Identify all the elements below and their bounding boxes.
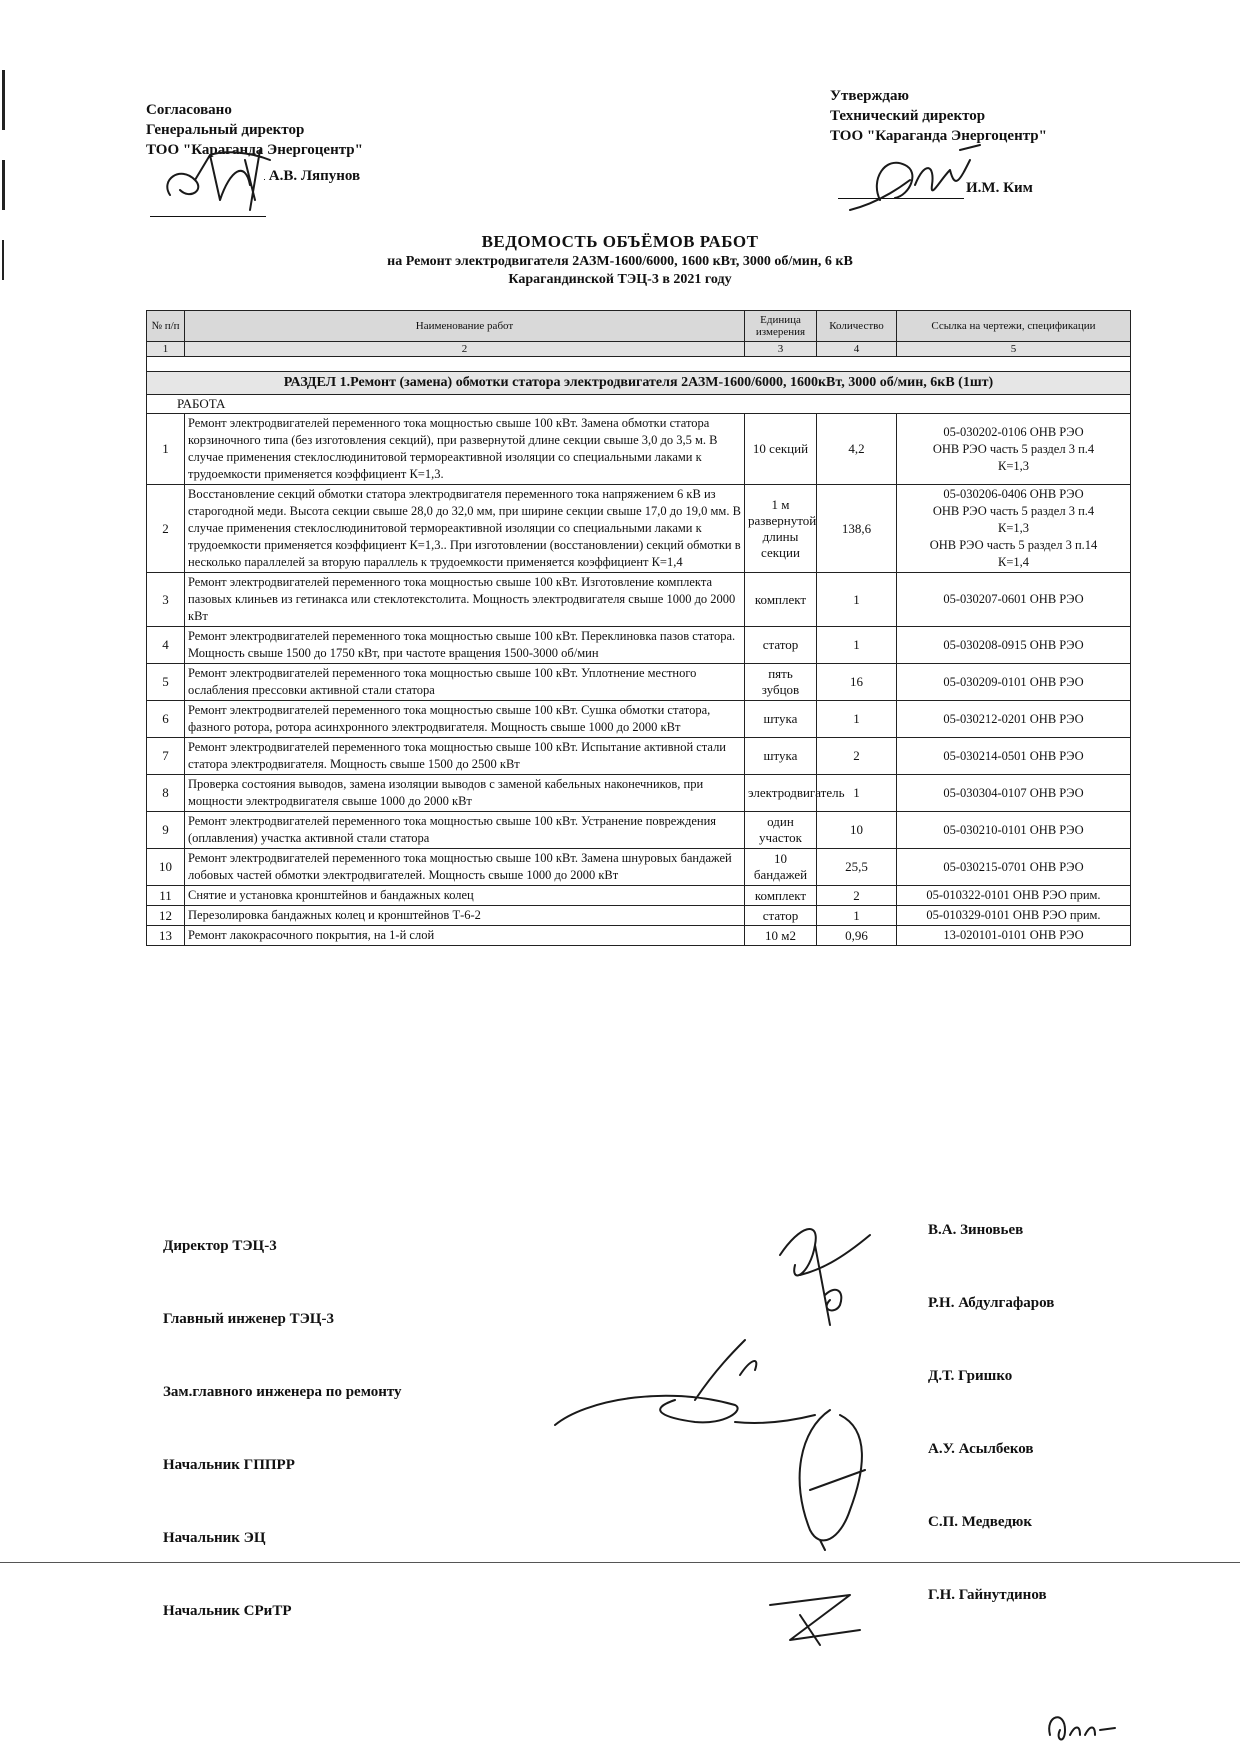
row-reference: 05-030304-0107 ОНВ РЭО: [897, 775, 1131, 812]
row-number: 3: [147, 573, 185, 627]
table-row: [147, 775, 1131, 812]
approval-right-name: И.М. Ким: [966, 180, 1033, 196]
row-number: 7: [147, 738, 185, 775]
row-reference: 05-030215-0701 ОНВ РЭО: [897, 849, 1131, 886]
row-work-name: Проверка состояния выводов, замена изоляции выводов с заменой кабельных наконечников, при мощности электродвигателя свыше 1000 до 2000 кВт: [185, 775, 745, 812]
row-number: 10: [147, 849, 185, 886]
row-reference: 05-030210-0101 ОНВ РЭО: [897, 812, 1131, 849]
row-unit: комплект: [745, 573, 817, 627]
table-row: [147, 485, 1131, 573]
row-quantity: 1: [817, 701, 897, 738]
margin-mark: [2, 160, 5, 210]
row-unit: 10 м2: [745, 926, 817, 946]
table-row: [147, 627, 1131, 664]
col-number: 3: [745, 342, 817, 357]
table-row: [147, 849, 1131, 886]
approval-left-line3: ТОО "Караганда Энергоцентр": [146, 142, 363, 158]
row-reference: 13-020101-0101 ОНВ РЭО: [897, 926, 1131, 946]
row-quantity: 1: [817, 573, 897, 627]
row-unit: статор: [745, 627, 817, 664]
approval-left: [146, 100, 363, 186]
table-row: [147, 414, 1131, 485]
approval-left-name: А.В. Ляпунов: [268, 168, 361, 184]
row-work-name: Восстановление секций обмотки статора электродвигателя переменного тока напряжением 6 кВ из старогодной меди. Высота секции свыше 28,0 до 32,0 мм, при ширине секции свыше 17,0 до 19,0 мм. В случае применения стеклослюдинитовой термореактивной изоляции со специальными лаками к трудоемкости применяется коэффициент К=1,3.. При изготовлении (восстановлении) секций обмотки в несколько параллелей за вторую параллель к трудоемкости применяется коэффициент К=1,4: [185, 485, 745, 573]
spacer-row: [147, 357, 1131, 372]
row-number: 5: [147, 664, 185, 701]
signatory-title: Начальник ЭЦ: [163, 1530, 266, 1546]
approval-left-line1: Согласовано: [146, 102, 232, 118]
header-unit: Единица измерения: [745, 311, 817, 342]
signature-grishko: [545, 1330, 825, 1440]
row-reference: 05-030214-0501 ОНВ РЭО: [897, 738, 1131, 775]
row-quantity: 10: [817, 812, 897, 849]
col-number: 2: [185, 342, 745, 357]
row-quantity: 1: [817, 906, 897, 926]
row-number: 9: [147, 812, 185, 849]
row-unit: штука: [745, 738, 817, 775]
signature-gainutdinov: [760, 1585, 870, 1655]
approval-left-underline: [150, 216, 266, 217]
header-no: № п/п: [147, 311, 185, 342]
row-quantity: 4,2: [817, 414, 897, 485]
row-reference: 05-030209-0101 ОНВ РЭО: [897, 664, 1131, 701]
row-work-name: Снятие и установка кронштейнов и бандажных колец: [185, 886, 745, 906]
table-row: [147, 926, 1131, 946]
row-quantity: 2: [817, 738, 897, 775]
row-quantity: 1: [817, 627, 897, 664]
signatory-title: Начальник ГППРР: [163, 1457, 295, 1473]
row-unit: 10 секций: [745, 414, 817, 485]
page-subtitle: на Ремонт электродвигателя 2АЗМ-1600/6000, 1600 кВт, 3000 об/мин, 6 кВ: [387, 254, 853, 269]
row-number: 13: [147, 926, 185, 946]
table-row: [147, 738, 1131, 775]
row-reference: 05-010322-0101 ОНВ РЭО прим.: [897, 886, 1131, 906]
row-number: 4: [147, 627, 185, 664]
row-number: 1: [147, 414, 185, 485]
row-work-name: Ремонт лакокрасочного покрытия, на 1-й слой: [185, 926, 745, 946]
col-number: 4: [817, 342, 897, 357]
row-number: 8: [147, 775, 185, 812]
approval-right: [830, 86, 1047, 146]
signatory-title: Зам.главного инженера по ремонту: [163, 1384, 402, 1400]
col-number: 5: [897, 342, 1131, 357]
fold-line: [0, 1562, 1240, 1563]
signature-zinoviev: [760, 1215, 900, 1335]
approval-right-line2: Технический директор: [830, 108, 986, 124]
row-work-name: Ремонт электродвигателей переменного тока мощностью свыше 100 кВт. Сушка обмотки статора, фазного ротора, ротора асинхронного электродвигателя. Мощность свыше 1000 до 2000 кВт: [185, 701, 745, 738]
row-work-name: Ремонт электродвигателей переменного тока мощностью свыше 100 кВт. Уплотнение местного ослабления прессовки активной стали статора: [185, 664, 745, 701]
signatory-name: В.А. Зиновьев: [928, 1222, 1024, 1238]
row-quantity: 138,6: [817, 485, 897, 573]
row-unit: 10 бандажей: [745, 849, 817, 886]
signatory-title: Главный инженер ТЭЦ-3: [163, 1311, 334, 1327]
signatory-title: Начальник СРиТР: [163, 1603, 292, 1619]
row-work-name: Ремонт электродвигателей переменного тока мощностью свыше 100 кВт. Испытание активной стали статора электродвигателя. Мощность свыше 1500 до 2500 кВт: [185, 738, 745, 775]
row-work-name: Перезолировка бандажных колец и кронштейнов Т-6-2: [185, 906, 745, 926]
approval-right-underline: [838, 198, 964, 199]
approval-left-line2: Генеральный директор: [146, 122, 305, 138]
table-row: [147, 573, 1131, 627]
header-ref: Ссылка на чертежи, спецификации: [897, 311, 1131, 342]
row-reference: 05-030207-0601 ОНВ РЭО: [897, 573, 1131, 627]
table-header-row: [147, 311, 1131, 342]
row-quantity: 25,5: [817, 849, 897, 886]
col-number: 1: [147, 342, 185, 357]
signatory-name: С.П. Медведюк: [928, 1514, 1033, 1530]
section-title: РАЗДЕЛ 1.Ремонт (замена) обмотки статора электродвигателя 2АЗМ-1600/6000, 1600кВт, 3000 об/мин, 6кВ (1шт): [147, 372, 1131, 395]
row-work-name: Ремонт электродвигателей переменного тока мощностью свыше 100 кВт. Замена обмотки статора корзиночного типа (без изготовления секций), при развернутой длине секции свыше 3,0 до 3,5 м. В случае применения стеклослюдинитовой термореактивной изоляции со специальными лаками к трудоемкости применяется коэффициент К=1,3.: [185, 414, 745, 485]
signature-initials: [1040, 1700, 1120, 1750]
row-work-name: Ремонт электродвигателей переменного тока мощностью свыше 100 кВт. Переклиновка пазов статора. Мощность свыше 1500 до 1750 кВт, при частоте вращения 1500-3000 об/мин: [185, 627, 745, 664]
page-title: ВЕДОМОСТЬ ОБЪЁМОВ РАБОТ: [481, 232, 759, 251]
row-quantity: 16: [817, 664, 897, 701]
signature-asylbekov: [770, 1400, 890, 1560]
row-unit: 1 м развернутой длины секции: [745, 485, 817, 573]
table-row: [147, 906, 1131, 926]
signatory-name: Р.Н. Абдулгафаров: [928, 1295, 1055, 1311]
table-row: [147, 812, 1131, 849]
subsection-row: [147, 395, 1131, 414]
row-quantity: 1: [817, 775, 897, 812]
row-unit: комплект: [745, 886, 817, 906]
signatory-title: Директор ТЭЦ-3: [163, 1238, 277, 1254]
approval-left-name-line: [146, 166, 363, 186]
row-work-name: Ремонт электродвигателей переменного тока мощностью свыше 100 кВт. Устранение повреждения (оплавления) участка активной стали статора: [185, 812, 745, 849]
subsection-title: РАБОТА: [147, 395, 1131, 414]
row-number: 6: [147, 701, 185, 738]
signatory-name: Г.Н. Гайнутдинов: [928, 1587, 1047, 1603]
row-unit: один участок: [745, 812, 817, 849]
header-name: Наименование работ: [185, 311, 745, 342]
row-number: 12: [147, 906, 185, 926]
row-work-name: Ремонт электродвигателей переменного тока мощностью свыше 100 кВт. Изготовление комплекта пазовых клиньев из гетинакса или стеклотекстолита. Мощность электродвигателя свыше 1000 до 2000 кВт: [185, 573, 745, 627]
row-unit: штука: [745, 701, 817, 738]
margin-mark: [2, 70, 5, 130]
table-row: [147, 664, 1131, 701]
header-qty: Количество: [817, 311, 897, 342]
row-work-name: Ремонт электродвигателей переменного тока мощностью свыше 100 кВт. Замена шнуровых бандажей лобовых частей обмотки электродвигателей. Мощность свыше 1000 до 2000 кВт: [185, 849, 745, 886]
row-reference: 05-030206-0406 ОНВ РЭО ОНВ РЭО часть 5 раздел 3 п.4 К=1,3 ОНВ РЭО часть 5 раздел 3 п.14 К=1,4: [897, 485, 1131, 573]
row-quantity: 0,96: [817, 926, 897, 946]
signatory-name: Д.Т. Гришко: [928, 1368, 1013, 1384]
column-number-row: [147, 342, 1131, 357]
row-number: 11: [147, 886, 185, 906]
row-unit: пять зубцов: [745, 664, 817, 701]
row-reference: 05-030212-0201 ОНВ РЭО: [897, 701, 1131, 738]
table-row: [147, 701, 1131, 738]
row-number: 2: [147, 485, 185, 573]
row-quantity: 2: [817, 886, 897, 906]
row-unit: электродвигатель: [745, 775, 817, 812]
approval-right-line3: ТОО "Караганда Энергоцентр": [830, 128, 1047, 144]
approval-right-line1: Утверждаю: [830, 88, 909, 104]
section-row: [147, 372, 1131, 395]
row-reference: 05-030208-0915 ОНВ РЭО: [897, 627, 1131, 664]
row-unit: статор: [745, 906, 817, 926]
works-table: [146, 310, 1131, 946]
row-reference: 05-010329-0101 ОНВ РЭО прим.: [897, 906, 1131, 926]
title-block: [0, 232, 1240, 288]
signatory-name: А.У. Асылбеков: [928, 1441, 1034, 1457]
table-row: [147, 886, 1131, 906]
row-reference: 05-030202-0106 ОНВ РЭО ОНВ РЭО часть 5 раздел 3 п.4 К=1,3: [897, 414, 1131, 485]
page-subtitle-location: Карагандинской ТЭЦ-3 в 2021 году: [508, 272, 732, 287]
